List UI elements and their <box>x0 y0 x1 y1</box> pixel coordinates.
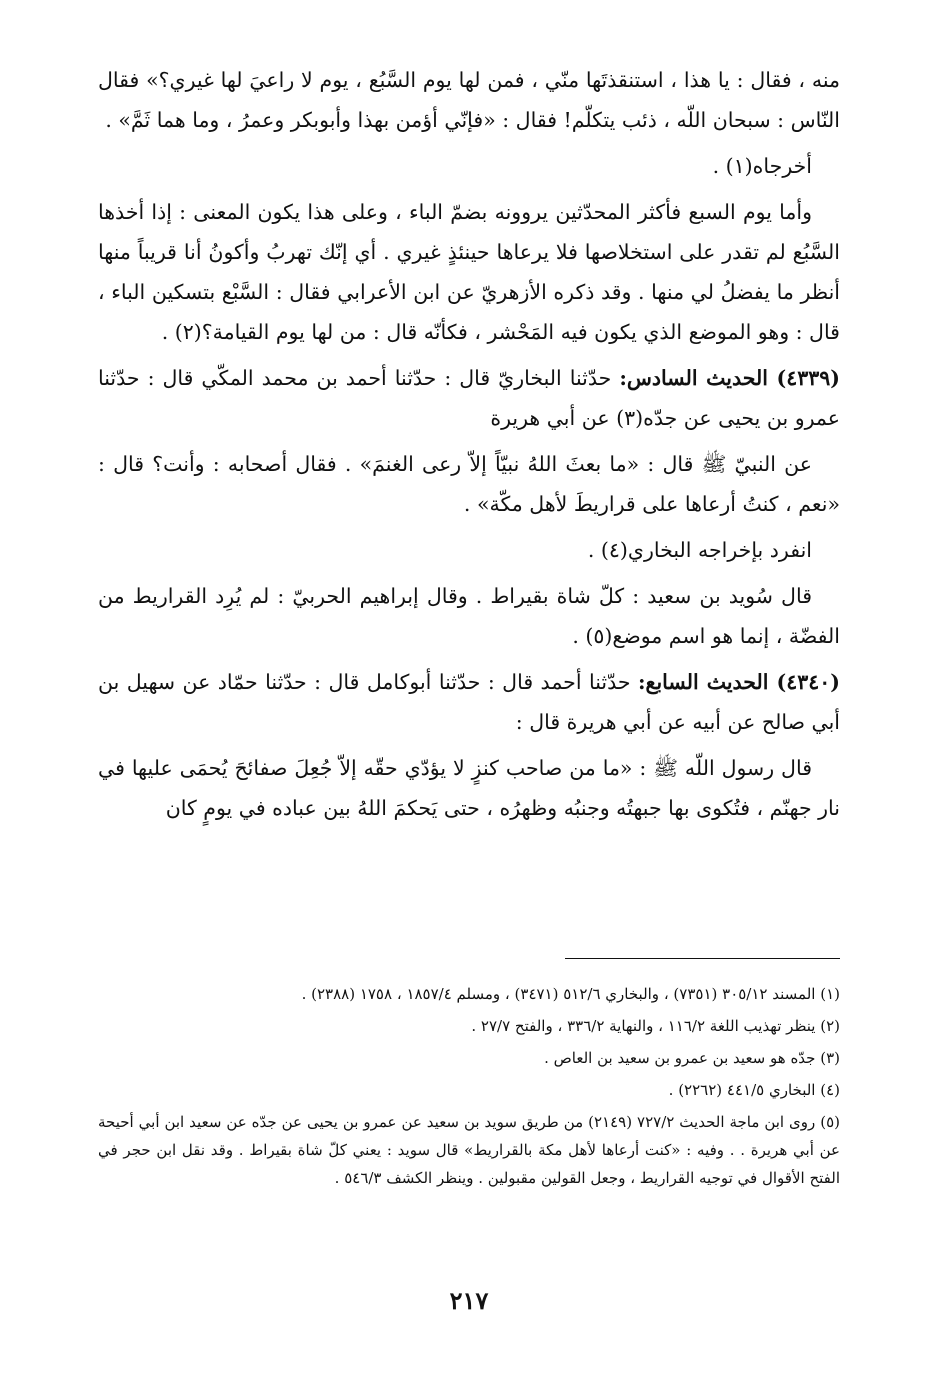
footnote-4: (٤) البخاري ٤٤١/٥ (٢٢٦٢) . <box>668 1081 840 1099</box>
page-number: ٢١٧ <box>449 1286 489 1315</box>
paragraph-sabu-explanation: وأما يوم السبع فأكثر المحدّثين يروونه بضمّ الباء ، وعلى هذا يكون المعنى : إذا أخذها السَّبُع لم تقدر على استخلاصها فلا يرعاها حينئذٍ غيري . أي إنّك تهربُ وأكونُ أنا قريباً منها أنظر ما يفضلُ لي منها . وقد ذكره الأزهريّ عن ابن الأعرابي فقال : السَّبْع بتسكين الباء ، قال : وهو الموضع الذي يكون فيه المَحْشر ، فكأنّه قال : من لها يوم القيامة؟(٢) . <box>98 200 840 344</box>
hadith-7-isnad: حدّثنا أحمد قال : حدّثنا أبوكامل قال : حدّثنا حمّاد عن سهيل بن أبي صالح عن أبيه عن أبي هريرة قال : <box>98 670 840 734</box>
hadith-6-text: عن النبيّ ﷺ قال : «ما بعثَ اللهُ نبيّاً إلاّ رعى الغنمَ» . فقال أصحابه : وأنت؟ قال : «نعم ، كنتُ أرعاها على قراريطَ لأهل مكّة» . <box>98 452 840 516</box>
hadith-7-text: قال رسول اللّه ﷺ : «ما من صاحب كنزٍ لا يؤدّي حقّه إلاّ جُعِلَ صفائحَ يُحمَى عليها في نار جهنّم ، فتُكوى بها جبهتُه وجنبُه وظهرُه ، حتى يَحكمَ اللهُ بين عباده في يومٍ كان <box>98 756 840 820</box>
footnote-divider <box>565 958 840 959</box>
paragraph-wolf-story-end: منه ، فقال : يا هذا ، استنقذتَها منّي ، فمن لها يوم السَّبُع ، يوم لا راعيَ لها غيري؟» فقال النّاس : سبحان اللّه ، ذئب يتكلّم! فقال : «فإنّي أؤمن بهذا وأبوبكر وعمرُ ، وما هما ثَمَّ» . <box>98 68 840 132</box>
footnote-3: (٣) جدّه هو سعيد بن عمرو بن سعيد بن العاص . <box>544 1049 840 1067</box>
footnote-1: (١) المسند ٣٠٥/١٢ (٧٣٥١) ، والبخاري ٥١٢/٦ (٣٤٧١) ، ومسلم ١٨٥٧/٤ ، ١٧٥٨ (٢٣٨٨) . <box>301 985 840 1003</box>
paragraph-takhrij-1: أخرجاه(١) . <box>712 154 812 178</box>
hadith-6-comment: قال سُويد بن سعيد : كلّ شاة بقيراط . وقال إبراهيم الحربيّ : لم يُرِد القراريط من الفضّة ، إنما هو اسم موضع(٥) . <box>98 584 840 648</box>
hadith-6-chain <box>98 358 840 438</box>
hadith-6-takhrij: انفرد بإخراجه البخاري(٤) . <box>587 538 812 562</box>
hadith-6-heading: (٤٣٣٩) الحديث السادس: <box>619 366 840 390</box>
hadith-6-isnad: حدّثنا البخاريّ قال : حدّثنا أحمد بن محمد المكّي قال : حدّثنا عمرو بن يحيى عن جدّه(٣) عن أبي هريرة <box>98 366 840 430</box>
main-text <box>98 60 840 834</box>
footnote-list <box>98 980 840 1196</box>
footnote-2: (٢) ينظر تهذيب اللغة ١١٦/٢ ، والنهاية ٣٣٦/٢ ، والفتح ٢٧/٧ . <box>471 1017 840 1035</box>
hadith-7-chain <box>98 662 840 742</box>
footnote-5: (٥) روى ابن ماجة الحديث ٧٢٧/٢ (٢١٤٩) من طريق سويد بن سعيد عن عمرو بن يحيى عن جدّه عن سعيد ابن أبي أحيحة عن أبي هريرة . . وفيه : «كنت أرعاها لأهل مكة بالقراريط» قال سويد : يعني كلّ شاة بقيراط . وقد نقل ابن حجر في الفتح الأقوال في توجيه القراريط ، وجعل القولين مقبولين . وينظر الكشف ٥٤٦/٣ . <box>98 1113 841 1187</box>
hadith-7-heading: (٤٣٤٠) الحديث السابع: <box>637 670 840 694</box>
